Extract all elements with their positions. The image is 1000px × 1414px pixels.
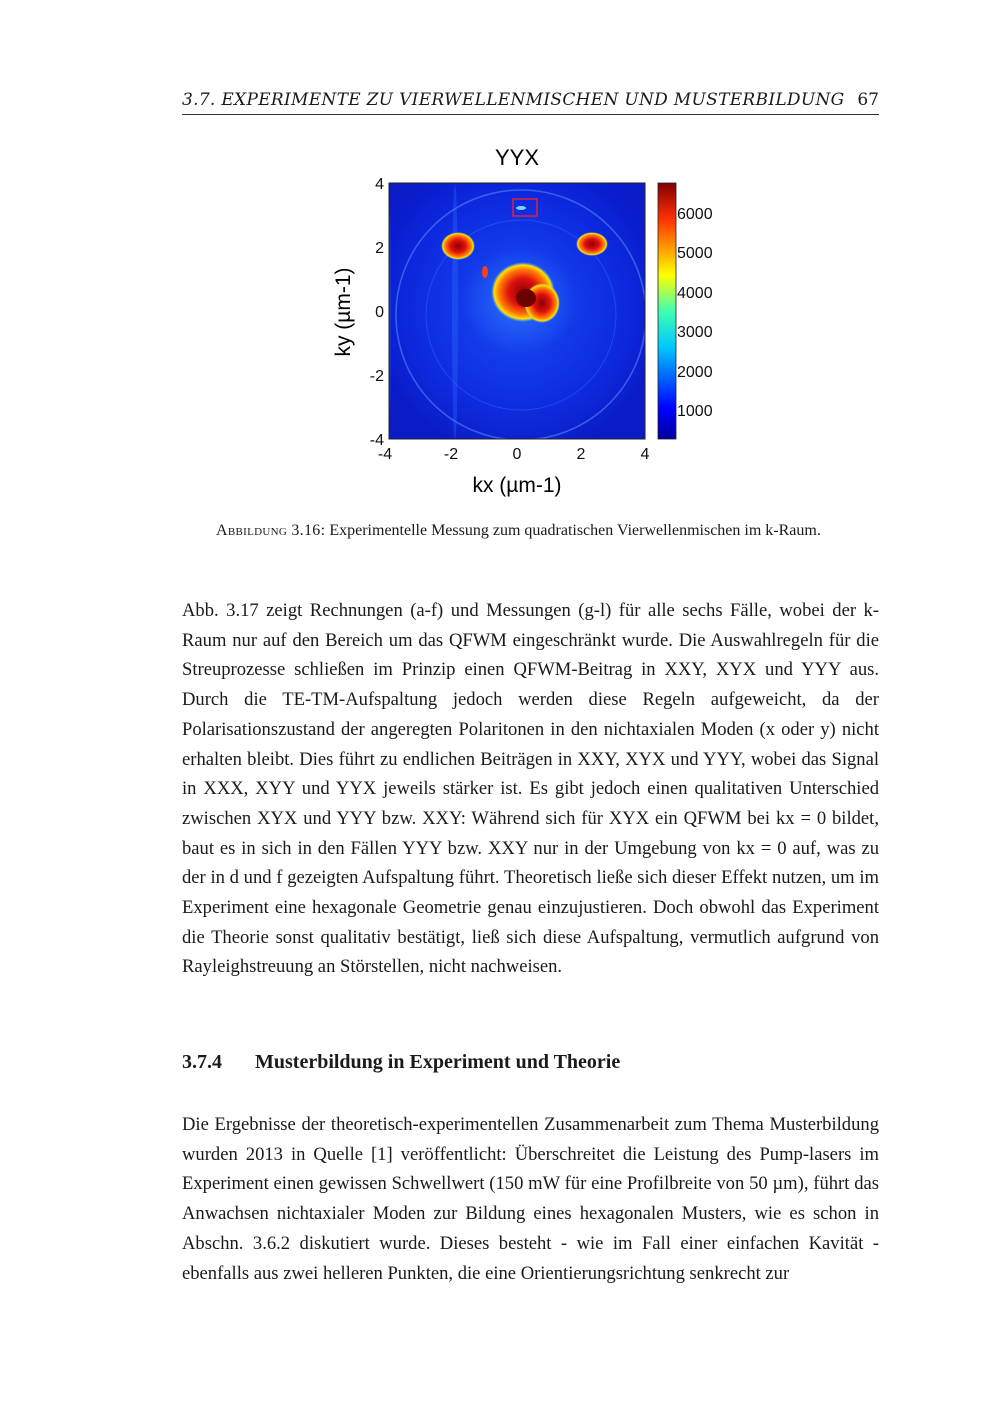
y-tick-label: 2 [375, 240, 384, 257]
y-tick-label: -2 [369, 368, 384, 385]
x-tick-label: 0 [512, 446, 522, 463]
figure-caption [216, 520, 846, 542]
colorbar-tick-label: 4000 [677, 285, 713, 302]
upper-left-spot [441, 232, 475, 260]
section-heading [182, 1051, 620, 1074]
y-tick-label: 4 [375, 176, 384, 193]
y-tick-label: -4 [369, 432, 384, 449]
running-head-title: 3.7. EXPERIMENTE ZU VIERWELLENMISCHEN UND MUSTERBILDUNG [182, 90, 845, 110]
colorbar-tick-label: 6000 [677, 206, 713, 223]
x-tick-label: -2 [443, 446, 459, 463]
caption-label: Abbildung 3.16: [216, 522, 326, 539]
running-head [182, 90, 879, 115]
page-number: 67 [857, 90, 879, 110]
x-axis-label: kx (µm-1) [472, 474, 562, 497]
chart-title: YYX [494, 145, 540, 170]
y-axis-label: ky (µm-1) [332, 267, 355, 357]
colorbar-tick-label: 2000 [677, 364, 713, 381]
heatmap-plot-area [377, 162, 657, 462]
caption-text: Experimentelle Messung zum quadratischen Vierwellenmischen im k-Raum. [329, 522, 821, 539]
section-number: 3.7.4 [182, 1051, 222, 1073]
body-paragraph: Die Ergebnisse der theoretisch-experimentellen Zusammenarbeit zum Thema Musterbildung wurden 2013 in Quelle [1] veröffentlicht: Überschreitet die Leistung des Pump-lasers im Experiment einen gewissen Schwellwert (150 mW für eine Profilbreite von 50 µm), führt das Anwachsen nichtaxialer Moden zur Bildung eines hexagonalen Musters, wie es schon in Abschn. 3.6.2 diskutiert wurde. Dieses besteht - wie im Fall einer einfachen Kavität - ebenfalls aus zwei helleren Punkten, die eine Orientierungsrichtung senkrecht zur [182, 1114, 879, 1284]
body-paragraph: Abb. 3.17 zeigt Rechnungen (a-f) und Messungen (g-l) für alle sechs Fälle, wobei der k-Raum nur auf den Bereich um das QFWM eingeschränkt wurde. Die Auswahlregeln für die Streuprozesse schließen im Prinzip einen QFWM-Beitrag in XXY, XYX und YYY aus. Durch die TE-TM-Aufspaltung jedoch werden diese Regeln aufgeweicht, da der Polarisationszustand der angeregten Polaritonen in den nichtaxialen Moden (x oder y) nicht erhalten bleibt. Dies führt zu endlichen Beiträgen in XXY, XYX und YYY, wobei das Signal in XXX, XYY und YYX jeweils stärker ist. Es gibt jedoch einen qualitativen Unterschied zwischen XYX und YYY bzw. XXY: Während sich für XYX ein QFWM bei kx = 0 bildet, baut es in sich in den Fällen YYY bzw. XXY nur in der Umgebung von kx = 0 auf, was zu der in d und f gezeigten Aufspaltung führt. Theoretisch ließe sich dieser Effekt nutzen, um im Experiment eine hexagonale Geometrie genau einzujustieren. Doch obwohl das Experiment die Theorie sonst qualitativ bestätigt, ließ sich diese Aufspaltung, vermutlich aufgrund von Rayleighstreuung an Störstellen, nicht nachweisen. [182, 600, 879, 978]
section-title: Musterbildung in Experiment und Theorie [255, 1051, 621, 1073]
colorbar-tick-label: 1000 [677, 403, 713, 420]
heatmap-svg [320, 140, 740, 510]
colorbar-tick-label: 3000 [677, 324, 713, 341]
colorbar-tick-label: 5000 [677, 245, 713, 262]
figure-kspace-heatmap [320, 140, 740, 510]
x-tick-label: 4 [640, 446, 650, 463]
upper-right-spot [576, 232, 608, 256]
y-tick-label: 0 [375, 304, 384, 321]
colorbar [658, 183, 676, 439]
x-tick-label: 2 [576, 446, 586, 463]
x-tick-label: -4 [377, 446, 393, 463]
